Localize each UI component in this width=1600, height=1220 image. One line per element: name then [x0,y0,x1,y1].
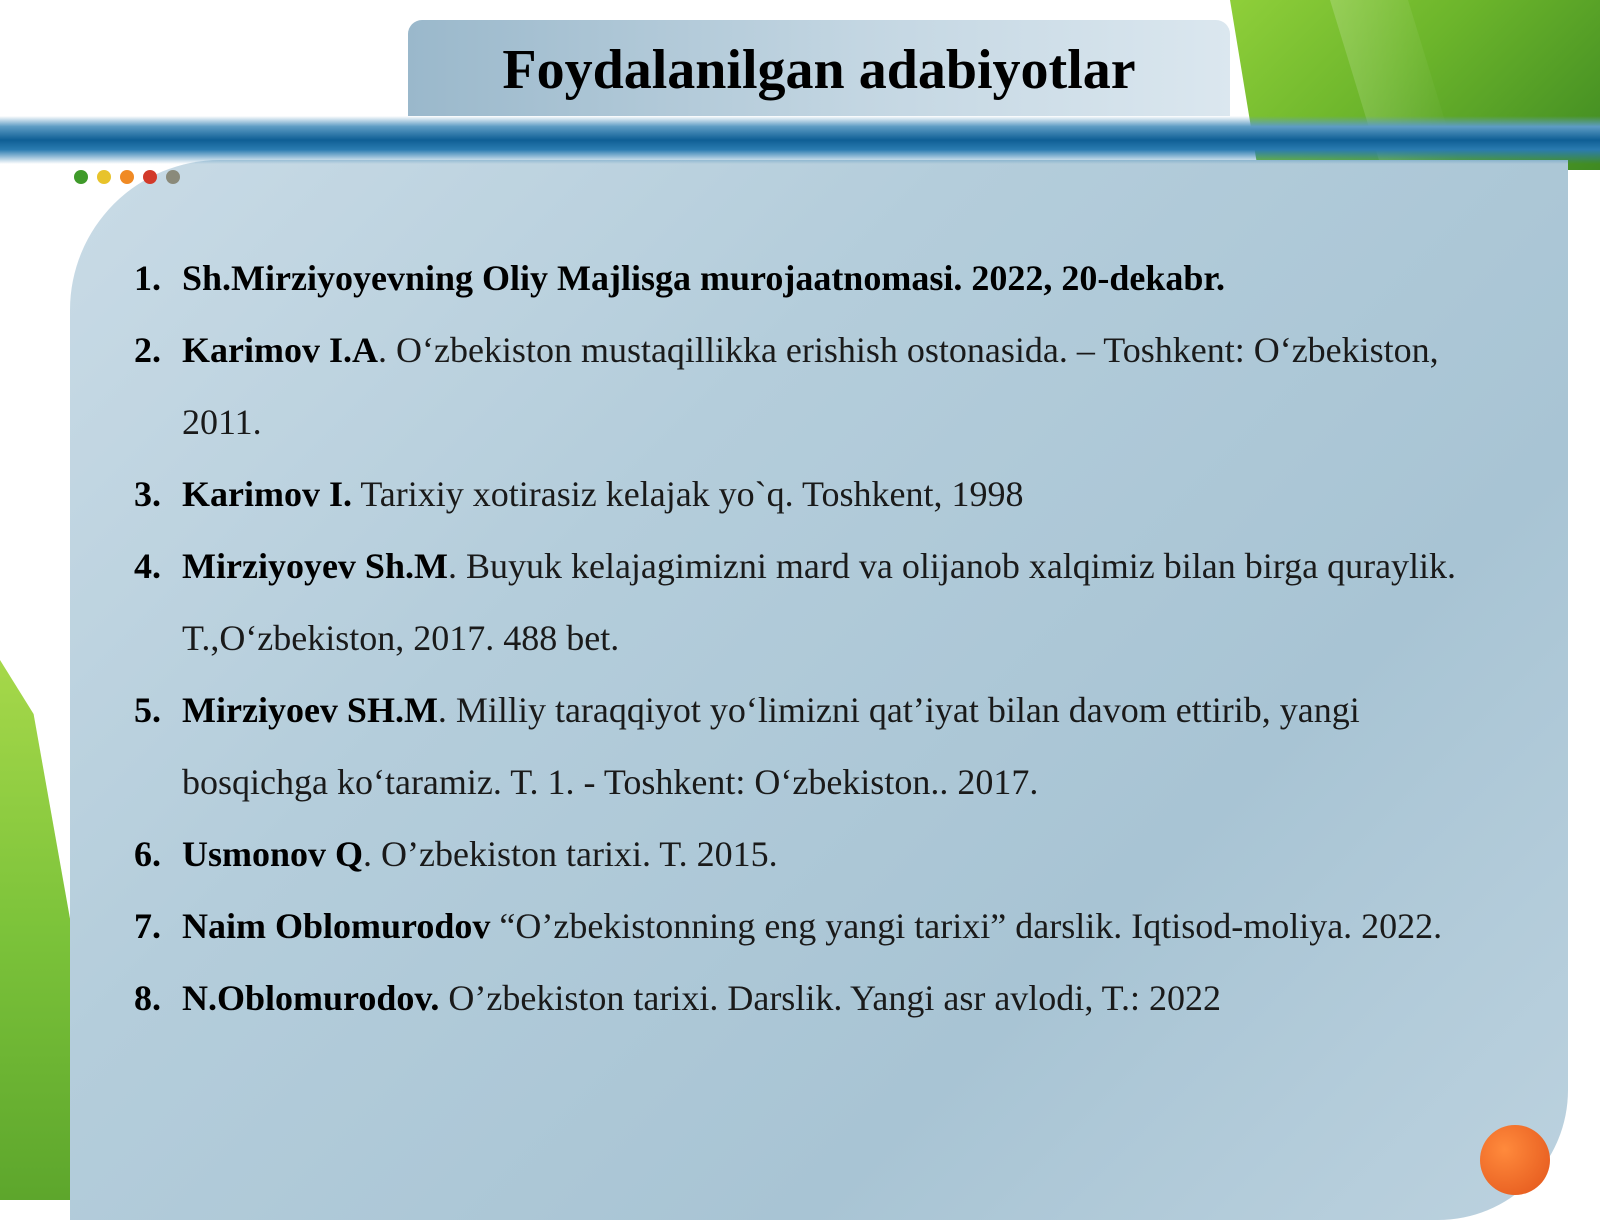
reference-author: N.Oblomurodov. [182,978,440,1018]
reference-number: 1. [134,258,161,298]
reference-number: 8. [134,978,161,1018]
reference-text: O’zbekiston tarixi. Darslik. Yangi asr avlodi, T.: 2022 [439,978,1221,1018]
reference-author: Karimov I. [182,474,352,514]
reference-author: Mirziyoyev Sh.M [182,546,448,586]
orange-decor-blob [1480,1125,1550,1195]
reference-author: Naim Oblomurodov [182,906,491,946]
reference-number: 4. [134,546,161,586]
reference-item [134,242,1504,314]
dot-red [143,170,157,184]
reference-item [134,890,1504,962]
dot-yellow [97,170,111,184]
reference-number: 6. [134,834,161,874]
reference-text: . O‘zbekiston mustaqillikka erishish ostonasida. – Toshkent: O‘zbekiston, 2011. [182,330,1439,442]
dot-gray [166,170,180,184]
reference-number: 7. [134,906,161,946]
reference-item [134,962,1504,1034]
reference-item [134,818,1504,890]
slide-title: Foydalanilgan adabiyotlar [502,39,1136,101]
reference-number: 2. [134,330,161,370]
reference-number: 5. [134,690,161,730]
reference-text: . O’zbekiston tarixi. T. 2015. [363,834,778,874]
dot-orange [120,170,134,184]
reference-item [134,674,1504,818]
dot-row-decor [74,170,194,186]
reference-author: Mirziyoev SH.M [182,690,438,730]
reference-text: . Milliy taraqqiyot yo‘limizni qat’iyat bilan davom ettirib, yangi bosqichga ko‘taramiz. T. 1. - Toshkent: O‘zbekiston.. 2017. [182,690,1360,802]
reference-number: 3. [134,474,161,514]
reference-item [134,530,1504,674]
reference-item [134,458,1504,530]
reference-text: “O’zbekistonning eng yangi tarixi” darslik. Iqtisod-moliya. 2022. [490,906,1443,946]
dot-green [74,170,88,184]
references-list [134,242,1504,1034]
reference-author: Karimov I.A [182,330,378,370]
reference-author: Sh.Mirziyoyevning Oliy Majlisga murojaatnomasi. 2022, 20-dekabr. [182,258,1226,298]
blue-divider-bar [0,116,1600,164]
reference-item [134,314,1504,458]
reference-text: Tarixiy xotirasiz kelajak yo`q. Toshkent, 1998 [351,474,1024,514]
reference-text: . Buyuk kelajagimizni mard va olijanob xalqimiz bilan birga quraylik. T.,O‘zbekiston, 2017. 488 bet. [182,546,1457,658]
reference-author: Usmonov Q [182,834,364,874]
